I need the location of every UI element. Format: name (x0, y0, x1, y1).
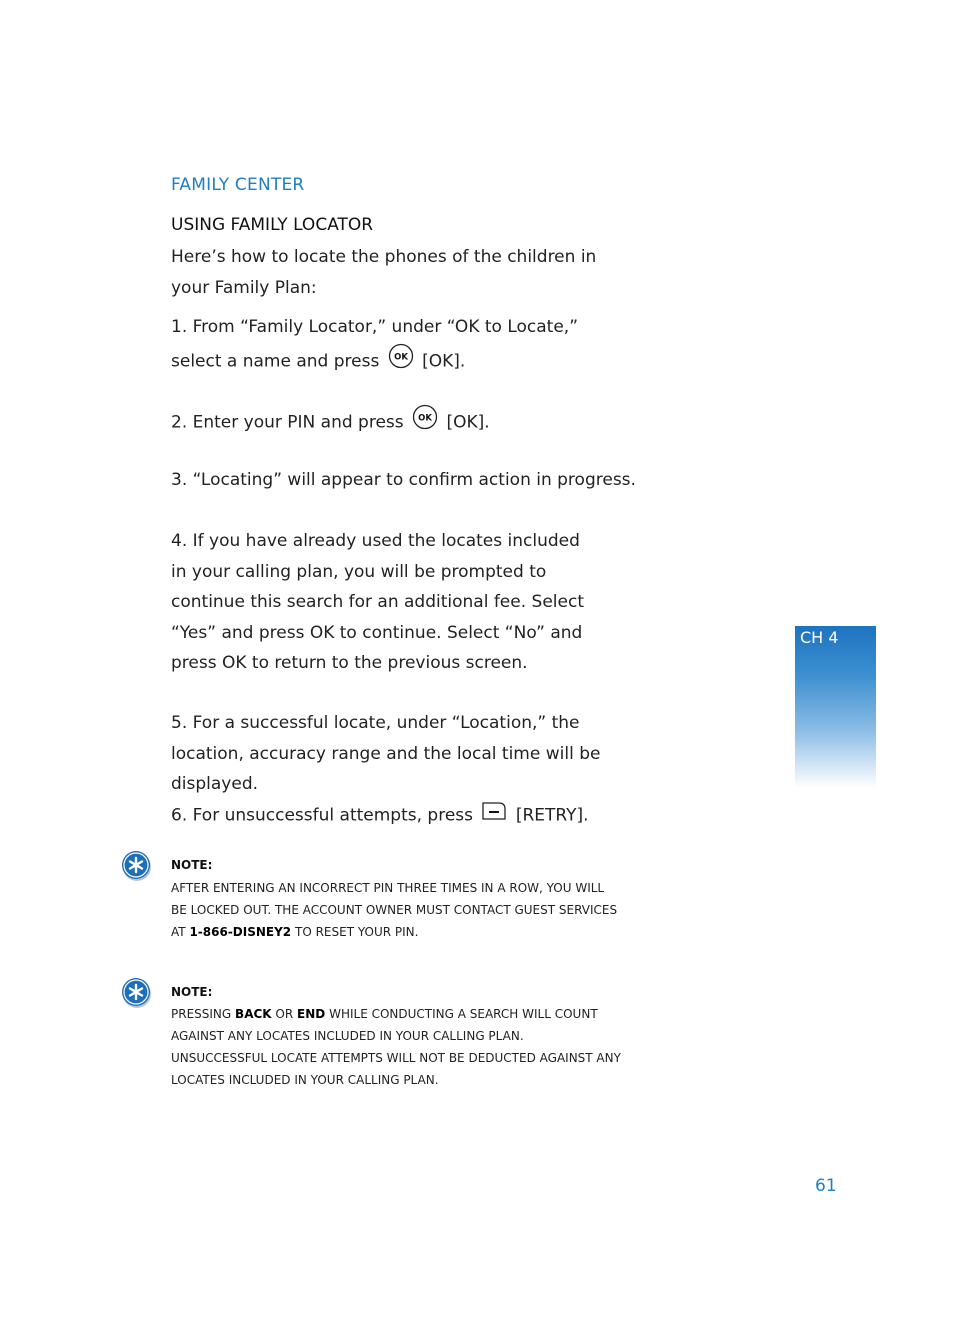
step-1-text: 1. From “Family Locator,” under “OK to Locate,” select a name and press (171, 317, 579, 371)
step-6-text: 6. For unsuccessful attempts, press (171, 805, 473, 826)
step-4: 4. If you have already used the locates included in your calling plan, you will be prompted to continue this search for an additional fee. Select “Yes” and press OK to continue. Select “No” and press OK to return to the previous screen. (171, 531, 584, 673)
guest-services-phone: 1-866-DISNEY2 (189, 925, 292, 939)
step-1 (171, 312, 621, 379)
section-title: FAMILY CENTER (171, 175, 305, 195)
subheading: USING FAMILY LOCATOR (171, 215, 374, 235)
page-number: 61 (815, 1176, 837, 1196)
end-key-label: END (297, 1007, 326, 1021)
back-key-label: BACK (235, 1007, 272, 1021)
step-2 (171, 404, 641, 441)
chapter-tab (795, 626, 876, 788)
note-2-text: PRESSING BACK OR END WHILE CONDUCTING A SEARCH WILL COUNT AGAINST ANY LOCATES INCLUDED IN YOUR CALLING PLAN. UNSUCCESSFUL LOCATE ATTEMPTS WILL NOT BE DEDUCTED AGAINST ANY LOCATES INCLUDED IN YOUR CALLING PLAN. (171, 1007, 621, 1087)
ok-button-icon (412, 404, 438, 441)
asterisk-note-icon (121, 977, 153, 1009)
svg-text:OK: OK (418, 413, 432, 424)
step-2-ok-label: [OK]. (446, 412, 490, 433)
ok-button-icon (388, 343, 414, 380)
chapter-label: CH 4 (800, 628, 839, 647)
intro-paragraph: Here’s how to locate the phones of the children in your Family Plan: (171, 247, 597, 298)
step-3: 3. “Locating” will appear to confirm action in progress. (171, 470, 636, 490)
step-1-ok-label: [OK]. (422, 350, 466, 371)
note-2-label: NOTE: (171, 985, 213, 999)
svg-text:OK: OK (393, 352, 408, 362)
note-1-label: NOTE: (171, 858, 213, 872)
asterisk-note-icon (121, 850, 153, 882)
step-5: 5. For a successful locate, under “Location,” the location, accuracy range and the local time will be displayed. (171, 713, 601, 794)
step-6 (171, 800, 641, 831)
note-1-text: AFTER ENTERING AN INCORRECT PIN THREE TIMES IN A ROW, YOU WILL BE LOCKED OUT. THE ACCOUNT OWNER MUST CONTACT GUEST SERVICES AT 1-866-DISNEY2 TO RESET YOUR PIN. (171, 881, 618, 939)
step-6-retry-label: [RETRY]. (515, 805, 589, 826)
softkey-icon (481, 800, 507, 831)
step-2-text: 2. Enter your PIN and press (171, 412, 404, 433)
